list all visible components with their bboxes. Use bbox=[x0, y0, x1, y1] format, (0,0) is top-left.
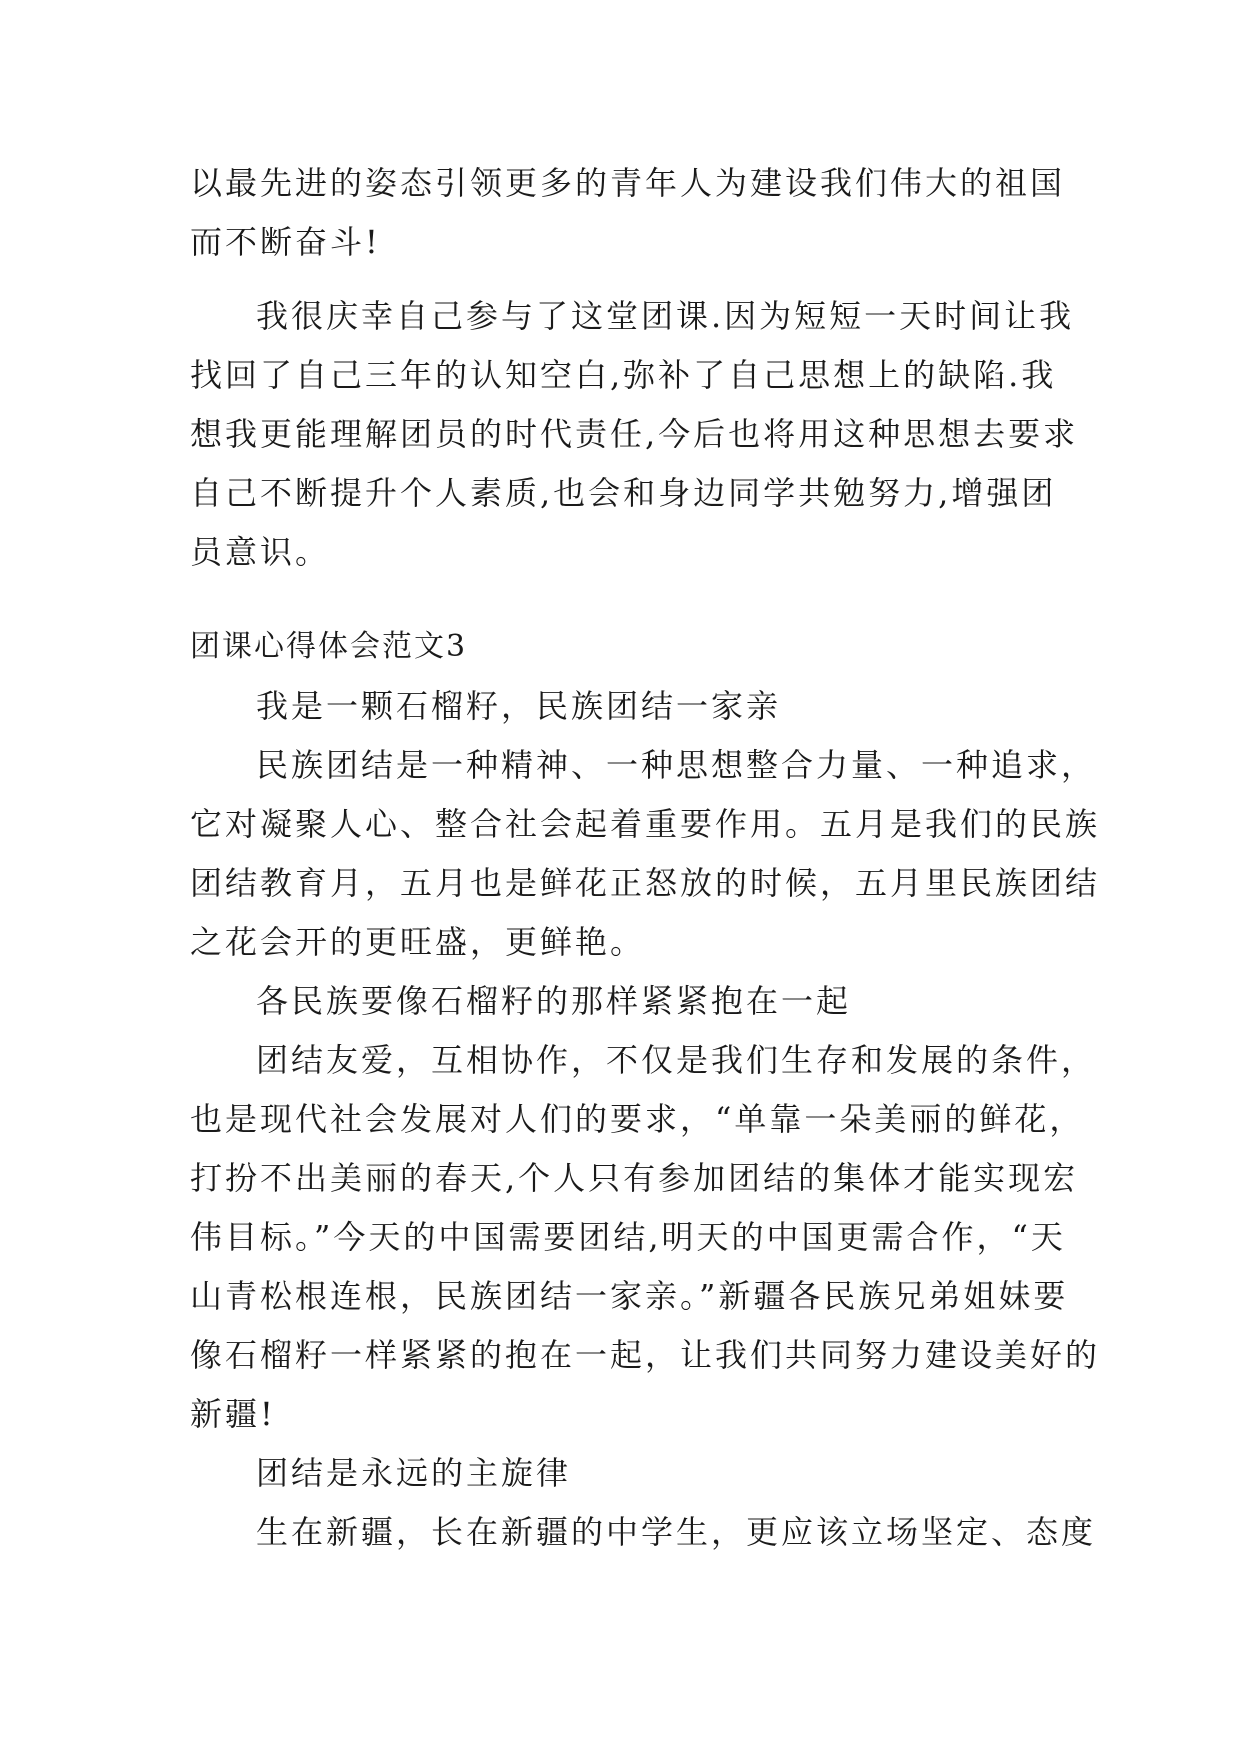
text-line: 之花会开的更旺盛，更鲜艳。 bbox=[190, 923, 646, 961]
text-line: 打扮不出美丽的春天,个人只有参加团结的集体才能实现宏 bbox=[190, 1159, 1079, 1197]
text-line: 伟目标。”今天的中国需要团结,明天的中国更需合作，“天 bbox=[190, 1218, 1066, 1256]
text-line: 找回了自己三年的认知空白,弥补了自己思想上的缺陷.我 bbox=[190, 356, 1057, 394]
text-line: 我很庆幸自己参与了这堂团课.因为短短一天时间让我 bbox=[256, 297, 1075, 335]
text-line: 像石榴籽一样紧紧的抱在一起，让我们共同努力建设美好的 bbox=[190, 1336, 1101, 1374]
text-line: 生在新疆，长在新疆的中学生，更应该立场坚定、态度 bbox=[256, 1513, 1097, 1551]
text-line: 新疆! bbox=[190, 1395, 276, 1433]
text-line: 想我更能理解团员的时代责任,今后也将用这种思想去要求 bbox=[190, 415, 1079, 453]
subheading: 各民族要像石榴籽的那样紧紧抱在一起 bbox=[256, 982, 852, 1020]
text-line: 它对凝聚人心、整合社会起着重要作用。五月是我们的民族 bbox=[190, 805, 1101, 843]
text-line: 而不断奋斗! bbox=[190, 223, 381, 261]
text-line: 以最先进的姿态引领更多的青年人为建设我们伟大的祖国 bbox=[190, 164, 1066, 202]
subheading: 团结是永远的主旋律 bbox=[256, 1454, 572, 1492]
section-heading: 团课心得体会范文3 bbox=[190, 629, 468, 664]
subheading: 我是一颗石榴籽，民族团结一家亲 bbox=[256, 687, 782, 725]
text-line: 自己不断提升个人素质,也会和身边同学共勉努力,增强团 bbox=[190, 474, 1057, 512]
text-line: 民族团结是一种精神、一种思想整合力量、一种追求， bbox=[256, 746, 1097, 784]
text-line: 山青松根连根，民族团结一家亲。”新疆各民族兄弟姐妹要 bbox=[190, 1277, 1069, 1315]
text-line: 也是现代社会发展对人们的要求，“单靠一朵美丽的鲜花， bbox=[190, 1100, 1085, 1138]
text-line: 员意识。 bbox=[190, 533, 331, 571]
text-line: 团结教育月，五月也是鲜花正怒放的时候，五月里民族团结 bbox=[190, 864, 1101, 902]
text-line: 团结友爱，互相协作，不仅是我们生存和发展的条件， bbox=[256, 1041, 1097, 1079]
